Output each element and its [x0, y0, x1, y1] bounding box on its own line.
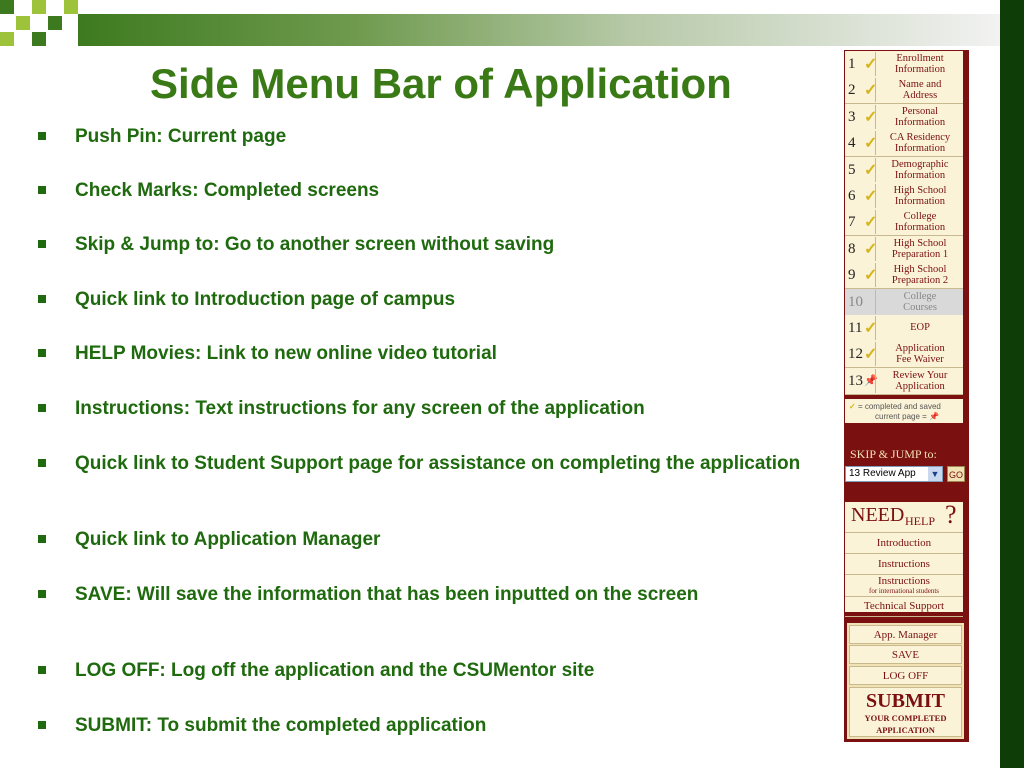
bullet-text: Skip & Jump to: Go to another screen without saving [75, 234, 555, 255]
need-help-panel [845, 502, 963, 612]
bullet-text: Push Pin: Current page [75, 126, 287, 147]
step-item-11[interactable] [845, 315, 963, 342]
international-instructions-sub: for international students [869, 587, 939, 595]
step-label: High School Preparation 1 [875, 237, 964, 261]
push-pin-icon: 📌 [929, 412, 940, 421]
bullet-marker [38, 404, 46, 412]
app-manager-button[interactable]: App. Manager [849, 625, 962, 644]
bullet-text: Instructions: Text instructions for any screen of the application [75, 398, 645, 419]
bullet-marker [38, 186, 46, 194]
bullet-text: Check Marks: Completed screens [75, 180, 380, 201]
slide-title: Side Menu Bar of Application [150, 60, 732, 107]
check-icon: ✓ [849, 402, 856, 411]
header-gradient-bar [78, 14, 1000, 46]
need-help-heading[interactable] [845, 502, 963, 533]
step-label: College Information [875, 210, 964, 234]
bullet-marker [38, 295, 46, 303]
check-icon: ✓ [864, 56, 878, 73]
step-number: 13 [848, 373, 863, 389]
legend-current [875, 412, 939, 421]
bullet-text: Quick link to Introduction page of campus [75, 289, 456, 310]
decor-square [64, 0, 78, 14]
step-label: Personal Information [875, 105, 964, 129]
step-item-13[interactable] [845, 368, 963, 395]
submit-sublabel: YOUR COMPLETED APPLICATION [864, 713, 947, 735]
right-edge-bar [1000, 0, 1024, 768]
international-instructions-link[interactable] [845, 575, 963, 597]
step-number: 3 [848, 109, 856, 125]
legend-completed-text: = completed and saved [857, 402, 941, 411]
decor-square [0, 32, 14, 46]
skip-jump-selected: 13 Review App [849, 468, 916, 479]
bullet-marker [38, 459, 46, 467]
step-item-9[interactable] [845, 262, 963, 289]
decor-square [0, 0, 14, 14]
step-item-6[interactable] [845, 183, 963, 210]
decor-square [16, 16, 30, 30]
step-item-3[interactable] [845, 104, 963, 131]
submit-label: SUBMIT [866, 690, 945, 712]
decor-square [48, 16, 62, 30]
step-item-2[interactable] [845, 77, 963, 104]
status-legend [845, 399, 963, 423]
decor-square [32, 0, 46, 14]
bullet-text: SAVE: Will save the information that has been inputted on the screen [75, 584, 699, 605]
push-pin-icon: 📌 [864, 375, 878, 387]
step-label: Demographic Information [875, 158, 964, 182]
submit-button[interactable] [849, 687, 962, 737]
check-icon: ✓ [864, 188, 878, 205]
check-icon: ✓ [864, 267, 878, 284]
step-label: CA Residency Information [875, 131, 964, 155]
bullet-text: LOG OFF: Log off the application and the CSUMentor site [75, 660, 595, 681]
step-number: 5 [848, 162, 856, 178]
bullet-marker [38, 590, 46, 598]
step-number: 11 [848, 320, 863, 336]
bullet-marker [38, 535, 46, 543]
legend-current-text: current page = [875, 412, 927, 421]
step-number: 9 [848, 267, 856, 283]
step-label: High School Information [875, 184, 964, 208]
step-label: College Courses [875, 290, 964, 314]
international-instructions-label: Instructions [878, 575, 930, 587]
bullet-marker [38, 240, 46, 248]
step-label: High School Preparation 2 [875, 263, 964, 287]
check-icon: ✓ [864, 82, 878, 99]
technical-support-link[interactable]: Technical Support [845, 596, 963, 617]
action-panel [847, 623, 964, 739]
skip-jump-select[interactable] [845, 466, 943, 482]
step-number: 10 [848, 294, 863, 310]
bullet-text: Quick link to Application Manager [75, 529, 381, 550]
log-off-button[interactable]: LOG OFF [849, 666, 962, 685]
step-label: Name and Address [875, 78, 964, 102]
step-number: 12 [848, 346, 863, 362]
save-button[interactable]: SAVE [849, 645, 962, 664]
legend-completed [849, 402, 941, 411]
check-icon: ✓ [864, 214, 878, 231]
step-item-5[interactable] [845, 157, 963, 184]
check-icon: ✓ [864, 109, 878, 126]
check-icon: ✓ [864, 162, 878, 179]
step-label: Review Your Application [875, 369, 964, 393]
introduction-link[interactable]: Introduction [845, 533, 963, 554]
step-item-12[interactable] [845, 341, 963, 368]
step-label: EOP [875, 316, 964, 340]
step-item-4[interactable] [845, 130, 963, 157]
step-number: 7 [848, 214, 856, 230]
decor-square [32, 32, 46, 46]
check-icon: ✓ [864, 320, 878, 337]
check-icon: ✓ [864, 135, 878, 152]
bullet-marker [38, 349, 46, 357]
bullet-marker [38, 132, 46, 140]
step-number: 8 [848, 241, 856, 257]
bullet-marker [38, 666, 46, 674]
need-text: NEED [851, 504, 905, 526]
check-icon: ✓ [864, 241, 878, 258]
go-button[interactable]: GO [947, 466, 965, 482]
step-item-8[interactable] [845, 236, 963, 263]
step-number: 4 [848, 135, 856, 151]
step-number: 6 [848, 188, 856, 204]
step-number: 2 [848, 82, 856, 98]
chevron-down-icon: ▼ [928, 467, 942, 481]
step-number: 1 [848, 56, 856, 72]
bullet-marker [38, 721, 46, 729]
step-label: Enrollment Information [875, 52, 964, 76]
bullet-text: HELP Movies: Link to new online video tutorial [75, 343, 497, 364]
step-item-10 [845, 289, 963, 316]
step-item-7[interactable] [845, 209, 963, 236]
check-icon: ✓ [864, 346, 878, 363]
bullet-text: Quick link to Student Support page for assistance on completing the application [75, 453, 801, 474]
step-item-1[interactable] [845, 51, 963, 78]
instructions-link[interactable]: Instructions [845, 554, 963, 575]
skip-jump-label: SKIP & JUMP to: [850, 447, 937, 461]
step-label: Application Fee Waiver [875, 342, 964, 366]
question-mark-icon: ? [945, 500, 957, 529]
application-side-menu [844, 50, 969, 742]
help-text: HELP [905, 514, 935, 528]
bullet-text: SUBMIT: To submit the completed application [75, 715, 487, 736]
